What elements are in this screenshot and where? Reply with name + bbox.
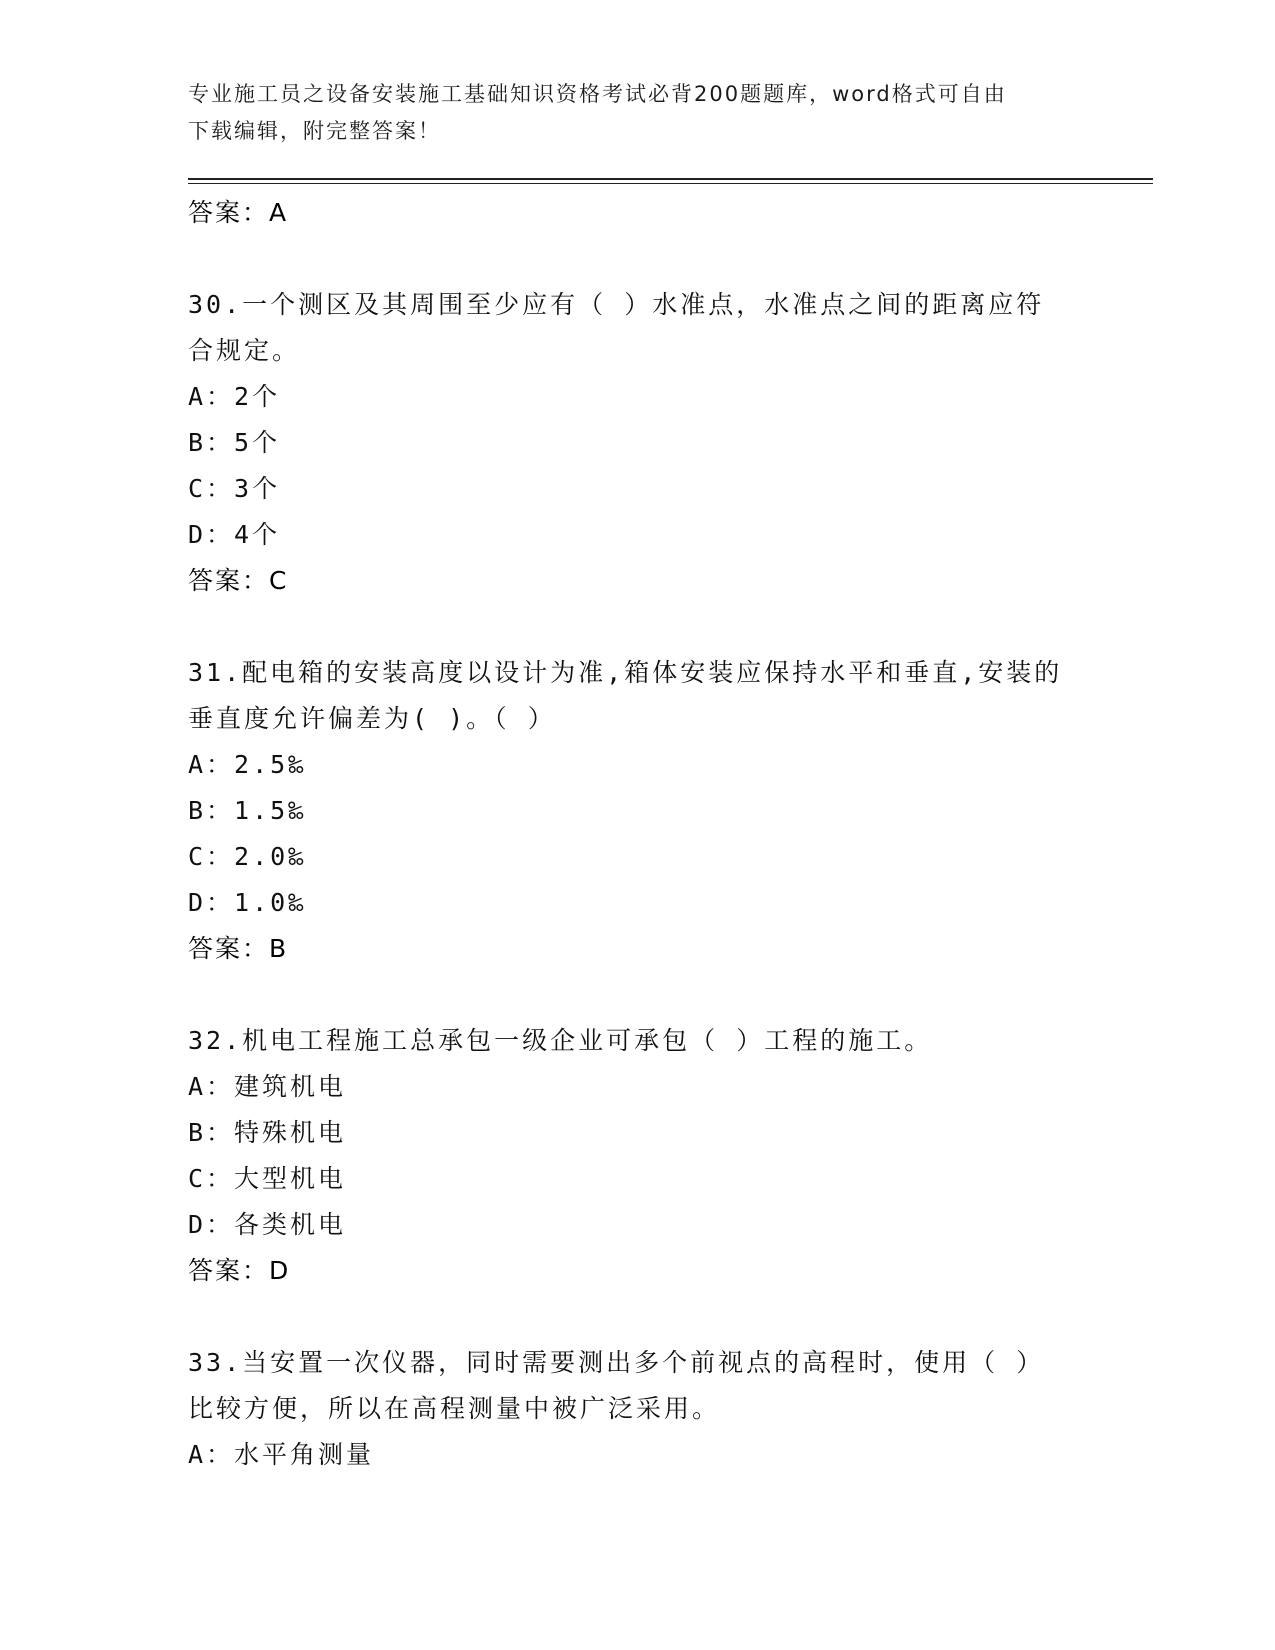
option-a: A：2个 — [188, 382, 281, 411]
option-b: B：1.5‰ — [188, 796, 307, 825]
option-d: D：4个 — [188, 520, 281, 549]
question-text: 33.当安置一次仪器，同时需要测出多个前视点的高程时，使用（ ） — [188, 1348, 1045, 1377]
spacer — [188, 604, 1108, 650]
answer-line: 答案：A — [188, 198, 289, 227]
option-b: B：5个 — [188, 428, 281, 457]
header-line-2: 下载编辑，附完整答案！ — [188, 119, 441, 143]
question-33 — [188, 1340, 1108, 1478]
option-a: A：建筑机电 — [188, 1072, 347, 1101]
header-divider-thin — [188, 183, 1153, 184]
option-c: C：2.0‰ — [188, 842, 307, 871]
answer-line: 答案：B — [188, 934, 289, 963]
document-header — [188, 76, 1088, 150]
option-d: D：各类机电 — [188, 1210, 347, 1239]
option-c: C：3个 — [188, 474, 281, 503]
option-a: A：水平角测量 — [188, 1440, 375, 1469]
option-a: A：2.5‰ — [188, 750, 307, 779]
question-30 — [188, 282, 1108, 604]
answer-line: 答案：C — [188, 566, 289, 595]
spacer — [188, 1294, 1108, 1340]
option-c: C：大型机电 — [188, 1164, 347, 1193]
answer-line: 答案：D — [188, 1256, 291, 1285]
header-divider-thick — [188, 178, 1153, 180]
header-line-1: 专业施工员之设备安装施工基础知识资格考试必背200题题库，word格式可自由 — [188, 82, 1007, 106]
spacer — [188, 972, 1108, 1018]
option-b: B：特殊机电 — [188, 1118, 347, 1147]
question-text: 垂直度允许偏差为( )。（ ） — [188, 704, 556, 733]
question-text: 31.配电箱的安装高度以设计为准,箱体安装应保持水平和垂直,安装的 — [188, 658, 1063, 687]
question-text: 30.一个测区及其周围至少应有（ ）水准点，水准点之间的距离应符 — [188, 290, 1045, 319]
option-d: D：1.0‰ — [188, 888, 307, 917]
question-text: 比较方便，所以在高程测量中被广泛采用。 — [188, 1394, 721, 1423]
spacer — [188, 236, 1108, 282]
question-text: 32.机电工程施工总承包一级企业可承包（ ）工程的施工。 — [188, 1026, 933, 1055]
question-31 — [188, 650, 1108, 972]
question-text: 合规定。 — [188, 336, 301, 365]
question-32 — [188, 1018, 1108, 1294]
question-list — [188, 190, 1108, 1478]
